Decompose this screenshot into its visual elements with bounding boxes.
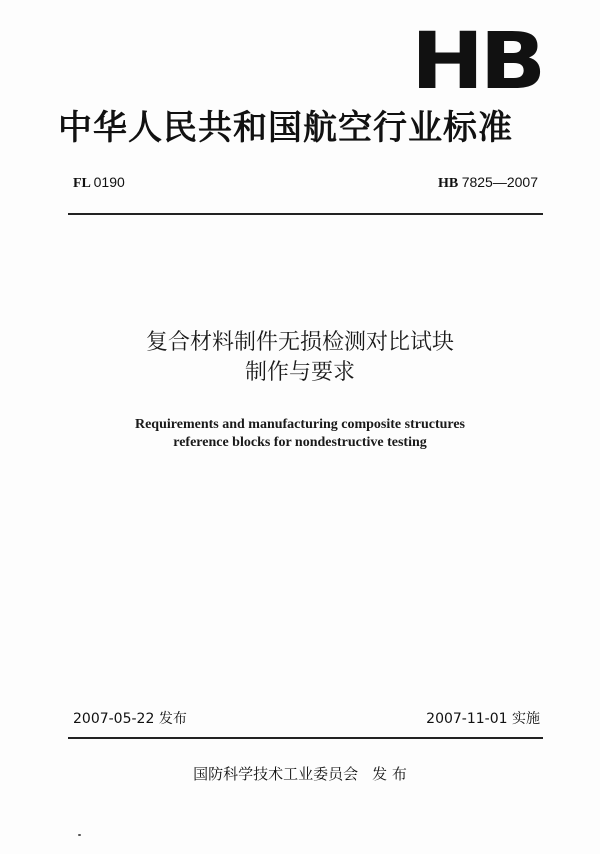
- document-title-cn: [0, 328, 600, 388]
- implementation-date-value: 2007-11-01: [426, 711, 508, 727]
- publisher-name: 国防科学技术工业委员会: [193, 765, 359, 783]
- document-title-en-line2: reference blocks for nondestructive testing: [173, 435, 427, 450]
- document-title-en: [0, 416, 600, 452]
- publisher-label: 发 布: [372, 765, 407, 783]
- issue-date-value: 2007-05-22: [73, 711, 155, 727]
- publisher: [0, 764, 600, 784]
- standard-number-value: 7825—2007: [461, 174, 538, 190]
- issue-date-label: 发布: [158, 711, 187, 727]
- classification-code-prefix: FL: [73, 176, 91, 191]
- implementation-date-label: 实施: [512, 711, 540, 727]
- document-title-cn-line1: 复合材料制件无损检测对比试块: [145, 330, 454, 355]
- top-divider: [68, 213, 543, 215]
- classification-code-number: 0190: [93, 174, 125, 190]
- implementation-date: [426, 710, 540, 728]
- bottom-divider: [68, 737, 543, 739]
- document-title-cn-line2: 制作与要求: [244, 360, 355, 385]
- classification-code: [73, 173, 125, 193]
- standard-title: 中华人民共和国航空行业标准: [58, 108, 513, 148]
- standard-number: [438, 173, 538, 193]
- document-title-en-line1: Requirements and manufacturing composite structures: [134, 417, 466, 432]
- scan-speck: [78, 834, 81, 836]
- issue-date: [73, 710, 187, 728]
- hb-logo: HB: [411, 17, 542, 107]
- standard-number-prefix: HB: [437, 176, 459, 191]
